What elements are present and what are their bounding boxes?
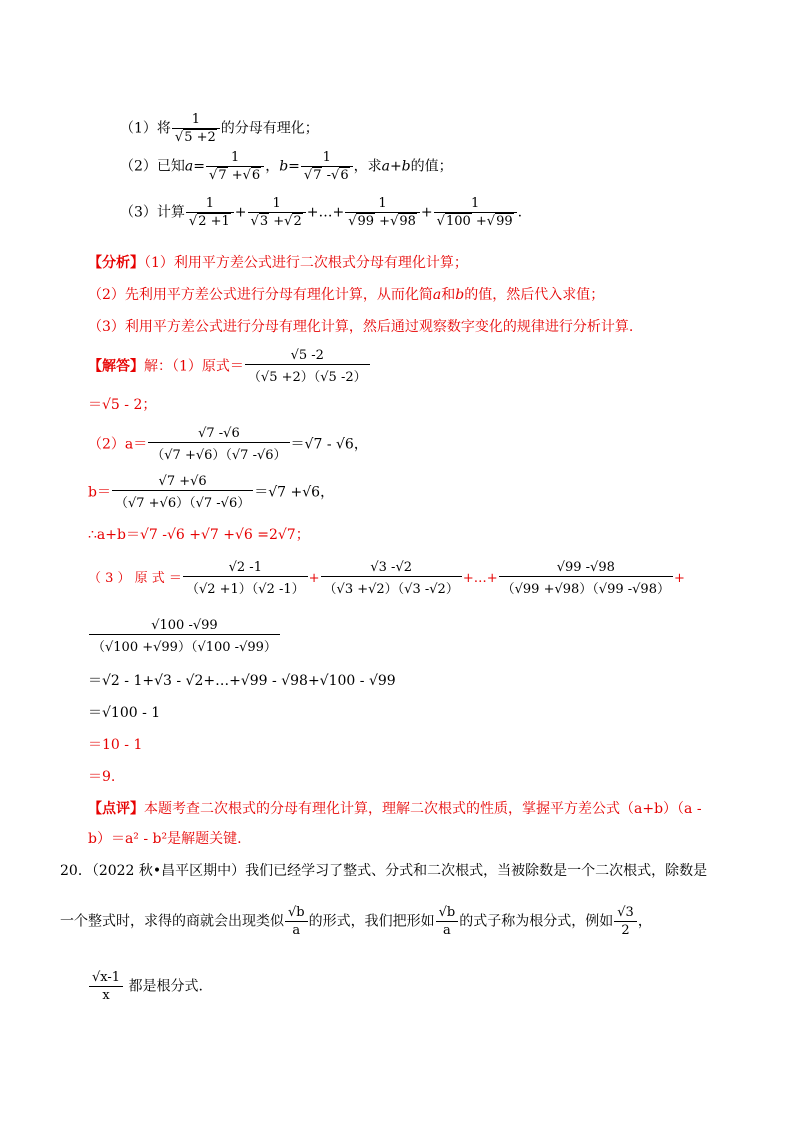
- question-20-line-1: 20．（2022 秋•昌平区期中）我们已经学习了整式、分式和二次根式，当被除数是一个二次根式，除数是: [60, 863, 708, 879]
- solution-3-r1: ＝√2 - 1+√3 - √2+…+√99 - √98+√100 - √99: [88, 673, 396, 689]
- question-1: [120, 112, 319, 145]
- solution-3-r4: ＝9.: [88, 769, 116, 785]
- question-20-line-3: $\frac{√x-1}{x}$ 都是根分式.: [88, 970, 203, 1003]
- comment-line-1: 【点评】本题考查二次根式的分母有理化计算，理解二次根式的性质，掌握平方差公式（a+b）（a -: [88, 801, 702, 817]
- solution-1: 【解答】解：（1）原式＝ $\frac{√5 -2}{(√5 +2)(√5 -2)}$: [88, 348, 371, 385]
- q1-prefix: （1）将: [120, 120, 171, 137]
- solution-2c: ∴a+b＝√7 -√6 +√7 +√6 =2√7；: [88, 527, 310, 543]
- q1-suffix: 的分母有理化；: [220, 120, 319, 137]
- solution-3: （ 3 ） 原 式 ＝ $\frac{√2 -1}{(√2 +1)(√2 -1)}$ + $\frac{√3 -√2}{(√3 +√2)(√3 -√2)}$ +…+ $\frac{√99 -√98}{(√99 +√98)(√99 -√98)}$ +: [88, 560, 685, 597]
- comment-tag: 【点评】: [88, 801, 144, 817]
- solution-1-fraction: $\frac{√5 -2}{(√5 +2)(√5 -2)}$: [245, 348, 370, 385]
- solution-3-r3: ＝10 - 1: [88, 737, 143, 753]
- solution-2a: （2）a＝ $\frac{√7 -√6}{(√7 +√6)(√7 -√6)}$ ＝√7 - √6，: [88, 426, 368, 463]
- analysis-line-1: 【分析】（1）利用平方差公式进行二次根式分母有理化计算；: [88, 255, 468, 271]
- q2-fraction-a: $\frac{1}{√7 +√6}$: [206, 150, 264, 183]
- analysis-tag: 【分析】: [88, 255, 144, 271]
- question-2: （2）已知a= $\frac{1}{√7 +√6}$ ，b= $\frac{1}{√7 -√6}$ ，求a+b的值；: [120, 150, 453, 183]
- question-3: （3）计算 $\frac{1}{√2 +1}$ + $\frac{1}{√3 +√2}$ +…+ $\frac{1}{√99 +√98}$ + $\frac{1}{√100 +√99}$ .: [120, 196, 523, 229]
- q1-fraction: $\frac{1}{√5 +2}$: [172, 112, 220, 145]
- solution-2b: b＝ $\frac{√7 +√6}{(√7 +√6)(√7 -√6)}$ ＝√7 +√6，: [88, 474, 335, 511]
- comment-line-2: b）＝a² - b²是解题关键.: [88, 831, 242, 847]
- analysis-line-3: （3）利用平方差公式进行分母有理化计算，然后通过观察数字变化的规律进行分析计算.: [88, 319, 634, 335]
- solution-3-r2: ＝√100 - 1: [88, 705, 161, 721]
- solution-3-cont: $\frac{√100 -√99}{(√100 +√99)(√100 -√99)}$: [88, 618, 281, 655]
- q2-fraction-b: $\frac{1}{√7 -√6}$: [301, 150, 353, 183]
- question-20-line-2: 一个整式时，求得的商就会出现类似 $\frac{√b}{a}$ 的形式，我们把形如 $\frac{√b}{a}$ 的式子称为根分式，例如 $\frac{√3}{2}$ ，: [60, 905, 652, 938]
- analysis-line-2: （2）先利用平方差公式进行分母有理化计算，从而化简a和b的值，然后代入求值；: [88, 287, 605, 303]
- solution-tag: 【解答】: [88, 358, 144, 375]
- solution-1-result: ＝√5 - 2；: [88, 397, 157, 413]
